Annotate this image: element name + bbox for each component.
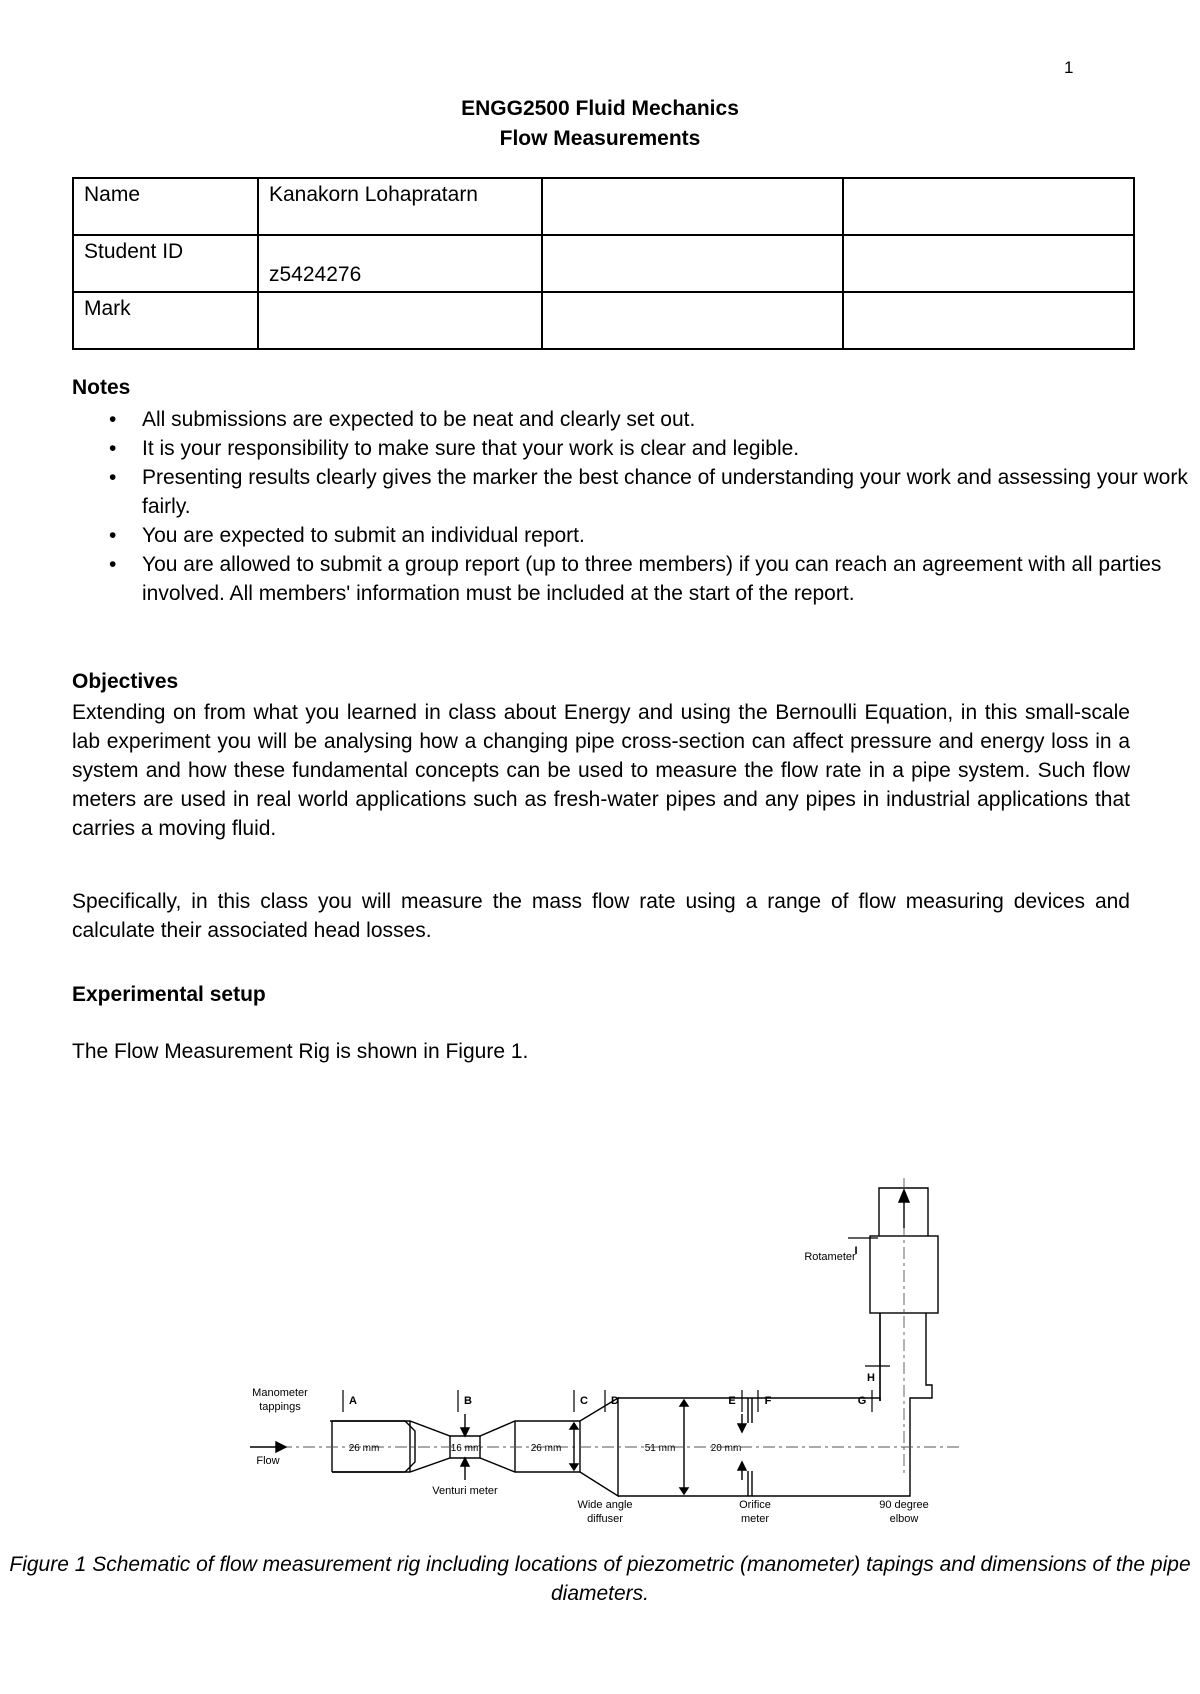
empty-cell <box>843 178 1134 235</box>
name-label: Name <box>73 178 258 235</box>
list-item: • All submissions are expected to be neat and clearly set out. <box>142 405 1200 434</box>
diffuser-label-2: diffuser <box>587 1513 623 1525</box>
list-item: • It is your responsibility to make sure that your work is clear and legible. <box>142 434 1200 463</box>
document-subtitle: Flow Measurements <box>499 127 701 150</box>
notes-list <box>72 405 1200 608</box>
tap-i-label: I <box>854 1245 858 1257</box>
list-item: • You are allowed to submit a group report (up to three members) if you can reach an agreement with all parties involved. All members' information must be included at the start of the report. <box>142 550 1200 608</box>
tap-e-label: E <box>728 1395 736 1407</box>
course-title: ENGG2500 Fluid Mechanics <box>461 97 739 120</box>
main-pipe <box>618 1313 932 1496</box>
tap-g-label: G <box>857 1395 867 1407</box>
tap-b-label: B <box>464 1395 472 1407</box>
page-number: 1 <box>1064 58 1074 77</box>
diameter-16mm: 16 mm <box>450 1443 482 1454</box>
venturi-bottom <box>405 1458 580 1472</box>
empty-cell <box>542 292 843 349</box>
tap-c-label: C <box>580 1395 588 1407</box>
empty-cell <box>542 235 843 292</box>
empty-cell <box>843 292 1134 349</box>
elbow-label-2: elbow <box>889 1513 919 1525</box>
list-item: • Presenting results clearly gives the marker the best chance of understanding your work and assessing your work fairly. <box>142 463 1200 521</box>
orifice-label-1: Orifice <box>739 1499 771 1511</box>
elbow-label-1: 90 degree <box>879 1499 929 1511</box>
setup-heading: Experimental setup <box>72 983 266 1006</box>
flow-label: Flow <box>256 1455 280 1467</box>
diameter-26mm-b: 26 mm <box>530 1443 562 1454</box>
manometer-label-1: Manometer <box>252 1387 308 1399</box>
tap-d-label: D <box>611 1395 619 1407</box>
student-info-table <box>72 177 1135 350</box>
flow-rig-schematic <box>250 1118 970 1543</box>
orifice-label-2: meter <box>740 1513 770 1525</box>
notes-heading: Notes <box>72 376 131 399</box>
figure-caption: Figure 1 Schematic of flow measurement rig including locations of piezometric (manometer) tapings and dimensions of the pipe diameters. <box>9 1553 1191 1605</box>
venturi-top <box>405 1421 580 1436</box>
tap-h-label: H <box>867 1372 875 1384</box>
objectives-heading: Objectives <box>72 670 179 693</box>
student-id-label: Student ID <box>73 235 258 292</box>
diameter-26mm-a: 26 mm <box>348 1443 380 1454</box>
empty-cell <box>843 235 1134 292</box>
tap-a-label: A <box>349 1395 357 1407</box>
student-id-value: z5424276 <box>258 235 542 292</box>
objectives-paragraph-1: Extending on from what you learned in class about Energy and using the Bernoulli Equation, in this small-scale lab experiment you will be analysing how a changing pipe cross-section can affect pressure and energy loss in a system and how these fundamental concepts can be used to measure the flow rate in a pipe system. Such flow meters are used in real world applications such as fresh-water pipes and any pipes in industrial applications that carries a moving fluid. <box>72 701 1130 840</box>
manometer-label-2: tappings <box>259 1401 301 1413</box>
rotameter-label: Rotameter <box>804 1251 856 1263</box>
diameter-20mm: 20 mm <box>710 1443 742 1454</box>
mark-value <box>258 292 542 349</box>
list-item: • You are expected to submit an individual report. <box>142 521 1200 550</box>
table-row <box>73 178 1134 235</box>
table-row <box>73 235 1134 292</box>
table-row <box>73 292 1134 349</box>
mark-label: Mark <box>73 292 258 349</box>
tap-f-label: F <box>764 1395 772 1407</box>
name-value: Kanakorn Lohapratarn <box>258 178 542 235</box>
diameter-51mm: 51 mm <box>644 1443 676 1454</box>
venturi-label: Venturi meter <box>432 1485 498 1497</box>
diffuser-label-1: Wide angle <box>577 1499 633 1511</box>
document-header <box>0 94 1200 154</box>
setup-intro: The Flow Measurement Rig is shown in Figure 1. <box>72 1040 529 1063</box>
objectives-paragraph-2: Specifically, in this class you will measure the mass flow rate using a range of flow measuring devices and calculate their associated head losses. <box>72 890 1130 942</box>
empty-cell <box>542 178 843 235</box>
